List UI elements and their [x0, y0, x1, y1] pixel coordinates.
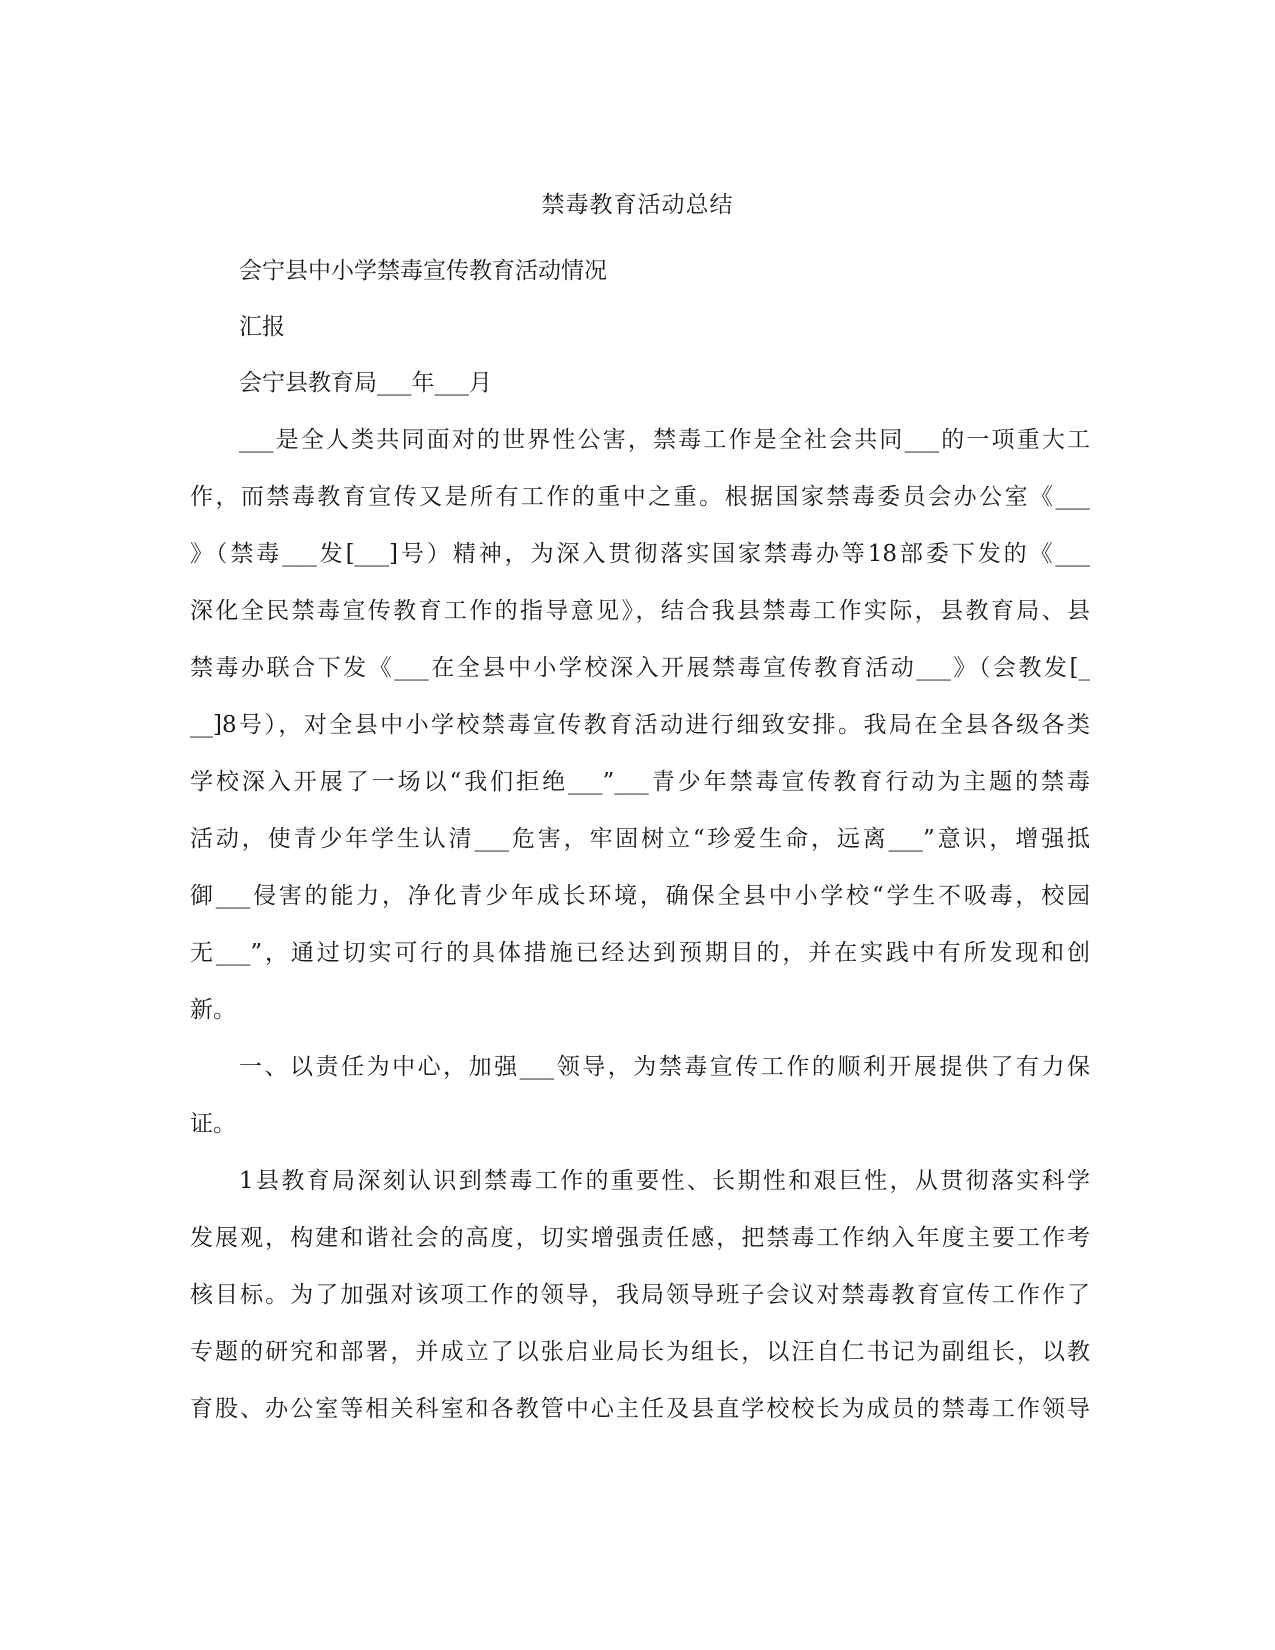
body-line: 1县教育局深刻认识到禁毒工作的重要性、长期性和艰巨性，从贯彻落实科学 — [239, 1168, 1090, 1194]
body-line: 活动，使青少年学生认清___危害，牢固树立“珍爱生命，远离___”意识，增强抵 — [190, 826, 1090, 852]
section-heading-line: 证。 — [190, 1111, 236, 1137]
report-subtitle-line-1: 会宁县中小学禁毒宣传教育活动情况 — [239, 258, 607, 284]
body-line: __]8号），对全县中小学校禁毒宣传教育活动进行细致安排。我局在全县各级各类 — [190, 712, 1090, 738]
body-line: 作，而禁毒教育宣传又是所有工作的重中之重。根据国家禁毒委员会办公室《___ — [190, 484, 1090, 510]
body-line: 育股、办公室等相关科室和各教管中心主任及县直学校校长为成员的禁毒工作领导 — [190, 1396, 1090, 1422]
body-line: 发展观，构建和谐社会的高度，切实增强责任感，把禁毒工作纳入年度主要工作考 — [190, 1225, 1090, 1251]
report-subtitle-line-2: 汇报 — [239, 314, 285, 340]
body-line: 深化全民禁毒宣传教育工作的指导意见》，结合我县禁毒工作实际，县教育局、县 — [190, 598, 1090, 624]
document-title: 禁毒教育活动总结 — [541, 192, 734, 218]
body-line: 学校深入开展了一场以“我们拒绝___”___青少年禁毒宣传教育行动为主题的禁毒 — [190, 769, 1090, 795]
body-line: 》（禁毒___发[___]号）精神，为深入贯彻落实国家禁毒办等18部委下发的《___ — [190, 541, 1090, 567]
body-line: 无___”，通过切实可行的具体措施已经达到预期目的，并在实践中有所发现和创 — [190, 940, 1090, 966]
body-line: 核目标。为了加强对该项工作的领导，我局领导班子会议对禁毒教育宣传工作作了 — [190, 1282, 1090, 1308]
body-line: 新。 — [190, 997, 236, 1023]
issuer-date-line: 会宁县教育局___年___月 — [239, 370, 492, 396]
body-line: 禁毒办联合下发《___在全县中小学校深入开展禁毒宣传教育活动___》（会教发[_ — [190, 655, 1090, 681]
body-line: 御___侵害的能力，净化青少年成长环境，确保全县中小学校“学生不吸毒，校园 — [190, 883, 1090, 909]
section-heading-line: 一、以责任为中心，加强___领导，为禁毒宣传工作的顺利开展提供了有力保 — [239, 1054, 1090, 1080]
body-line: ___是全人类共同面对的世界性公害，禁毒工作是全社会共同___的一项重大工 — [239, 427, 1090, 453]
body-line: 专题的研究和部署，并成立了以张启业局长为组长，以汪自仁书记为副组长，以教 — [190, 1339, 1090, 1365]
